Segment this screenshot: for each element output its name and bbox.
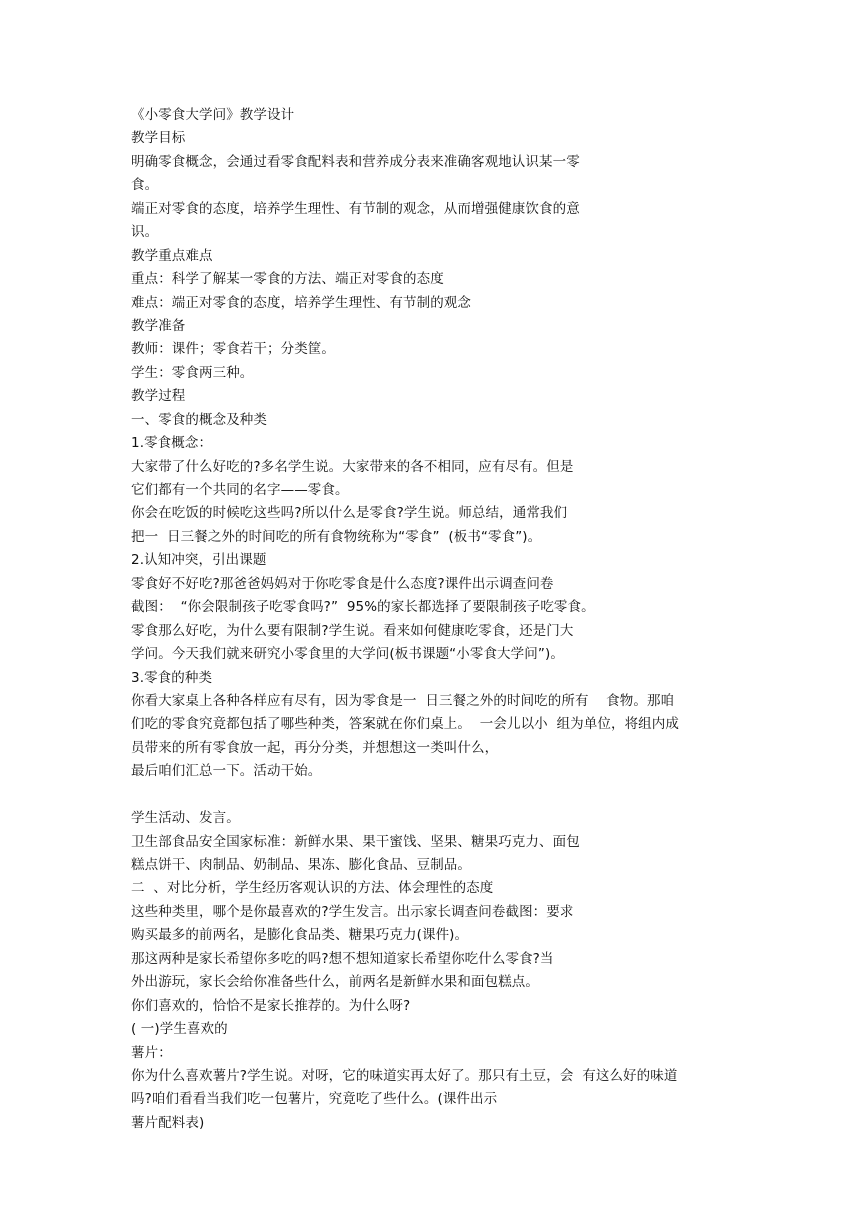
paragraph-line: 糕点饼干、肉制品、奶制品、果冻、膨化食品、豆制品。 (131, 857, 471, 873)
paragraph-line: 它们都有一个共同的名字——零食。 (131, 482, 349, 498)
section-heading: 教学重点难点 (131, 247, 213, 264)
paragraph-line: 薯片配料表) (131, 1114, 205, 1131)
paragraph-line: 教师：课件；零食若干；分类筐。 (131, 341, 335, 358)
subsection-heading: 一、零食的概念及种类 (131, 411, 267, 428)
document-title: 《小零食大学问》教学设计 (131, 107, 295, 123)
section-heading: 教学过程 (131, 388, 186, 405)
paragraph-line: 吗?咱们看看当我们吃一包薯片，究竟吃了些什么。(课件出示 (131, 1091, 498, 1108)
paragraph-line: 零食好不好吃?那爸爸妈妈对于你吃零食是什么态度?课件出示调查问卷 (131, 575, 554, 592)
paragraph-line: 零食那么好吃，为什么要有限制?学生说。看来如何健康吃零食，还是门大 (131, 622, 574, 639)
paragraph-line: 学问。今天我们就来研究小零食里的大学问(板书课题“小零食大学问”)。 (131, 646, 564, 663)
section-heading: 教学目标 (131, 130, 186, 147)
paragraph-line: 截图： “你会限制孩子吃零食吗?” 95%的家长都选择了要限制孩子吃零食。 (131, 599, 595, 616)
paragraph-line: 端正对零食的态度，培养学生理性、有节制的观念，从而增强健康饮食的意 (131, 200, 580, 217)
paragraph-line: 这些种类里，哪个是你最喜欢的?学生发言。出示家长调查问卷截图：要求 (131, 903, 574, 920)
subsection-heading: 1.零食概念： (131, 435, 213, 452)
paragraph-line: 难点：端正对零食的态度，培养学生理性、有节制的观念 (131, 294, 471, 311)
paragraph-line: 薯片： (131, 1044, 172, 1061)
paragraph-line: 员带来的所有零食放一起，再分分类，并想想这一类叫什么， (131, 739, 499, 756)
paragraph-line: 明确零食概念，会通过看零食配料表和营养成分表来准确客观地认识某一零 (131, 153, 580, 170)
paragraph-line: 购买最多的前两名，是膨化食品类、糖果巧克力(课件)。 (131, 927, 469, 944)
paragraph-line: 卫生部食品安全国家标准：新鲜水果、果干蜜饯、坚果、糖果巧克力、面包 (131, 833, 580, 850)
paragraph-line: 食。 (131, 177, 159, 194)
section-heading: 教学准备 (131, 317, 186, 334)
paragraph-line: 你们喜欢的，恰恰不是家长推荐的。为什么呀? (131, 997, 411, 1014)
paragraph-line: 你会在吃饭的时候吃这些吗?所以什么是零食?学生说。师总结，通常我们 (131, 505, 568, 522)
subsection-heading: 二 、对比分析，学生经历客观认识的方法、体会理性的态度 (131, 880, 494, 897)
document-body (131, 104, 741, 1135)
paragraph-line: 把一 日三餐之外的时间吃的所有食物统称为“零食” (板书“零食”)。 (131, 528, 542, 545)
paragraph-line: 那这两种是家长希望你多吃的吗?想不想知道家长希望你吃什么零食?当 (131, 950, 554, 967)
subsection-heading: 2.认知冲突，引出课题 (131, 552, 267, 569)
paragraph-line: 你为什么喜欢薯片?学生说。对呀，它的味道实再太好了。那只有土豆，会 有这么好的味道 (131, 1067, 678, 1084)
paragraph-line: 们吃的零食究竟都包括了哪些种类，答案就在你们桌上。 一会儿以小 组为单位，将组内成 (131, 716, 679, 733)
paragraph-line: 学生活动、发言。 (131, 810, 240, 827)
subsection-heading: 3.零食的种类 (131, 669, 213, 686)
paragraph-line: 最后咱们汇总一下。活动干始。 (131, 763, 322, 780)
paragraph-line: 重点：科学了解某一零食的方法、端正对零食的态度 (131, 271, 444, 288)
subsection-heading: ( 一)学生喜欢的 (131, 1021, 228, 1038)
paragraph-line: 大家带了什么好吃的?多名学生说。大家带来的各不相同，应有尽有。但是 (131, 458, 574, 475)
blank-line (131, 784, 741, 807)
paragraph-line: 识。 (131, 224, 159, 241)
paragraph-line: 学生：零食两三种。 (131, 364, 254, 381)
paragraph-line: 外出游玩，家长会给你准备些什么，前两名是新鲜水果和面包糕点。 (131, 974, 539, 991)
paragraph-line: 你看大家桌上各种各样应有尽有，因为零食是一 日三餐之外的时间吃的所有 食物。那咱 (131, 692, 675, 709)
